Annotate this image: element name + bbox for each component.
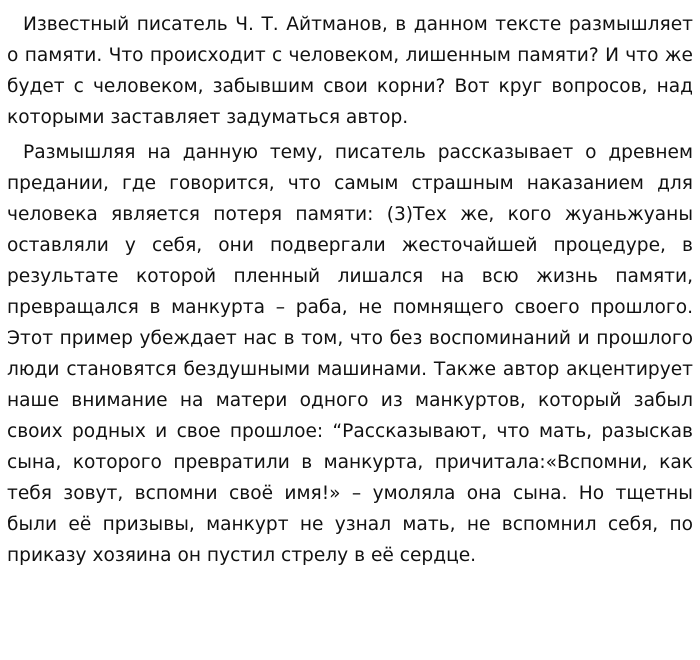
paragraph-argument: Размышляя на данную тему, писатель рассказывает о древнем предании, где говорится, что самым страшным наказанием для человека является потеря памяти: (3)Тех же, кого жуаньжуаны оставляли у себя, они подвергали жесточайшей процедуре, в результате которой пленный лишался на всю жизнь памяти, превращался в манкурта – раба, не помнящего своего прошлого. Этот пример убеждает нас в том, что без воспоминаний и прошлого люди становятся бездушными машинами. Также автор акцентирует наше внимание на матери одного из манкуртов, который забыл своих родных и свое прошлое: “Рассказывают, что мать, разыскав сына, которого превратили в манкурта, причитала:«Вспомни, как тебя зовут, вспомни своё имя!» – умоляла она сына. Но тщетны были её призывы, манкурт не узнал мать, не вспомнил себя, по приказу хозяина он пустил стрелу в её сердце. xyxy=(7,142,693,566)
paragraph-intro: Известный писатель Ч. Т. Айтманов, в данном тексте размышляет о памяти. Что происходит с человеком, лишенным памяти? И что же будет с человеком, забывшим свои корни? Вот круг вопросов, над которыми заставляет задуматься автор. xyxy=(7,14,693,128)
essay-text xyxy=(7,9,693,571)
